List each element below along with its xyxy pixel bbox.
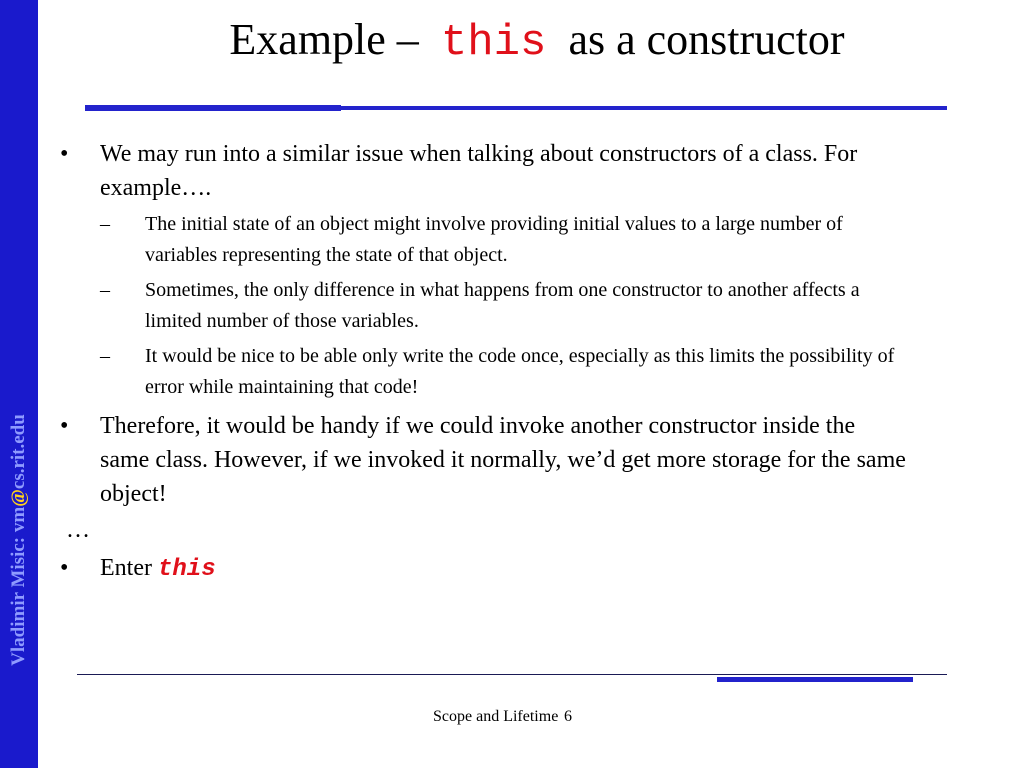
dash-marker: – — [100, 345, 110, 367]
sidebar-band — [0, 0, 38, 768]
bullet-list — [60, 137, 910, 593]
bullet-item — [60, 551, 910, 587]
dash-marker: – — [100, 213, 110, 235]
bullet-item — [60, 137, 910, 403]
dash-marker: – — [100, 279, 110, 301]
ellipsis-line: … — [66, 517, 90, 543]
bullet-text: Therefore, it would be handy if we could invoke another constructor inside the same class. However, if we invoked it normally, we’d get more storage for the same object! — [100, 413, 906, 507]
sub-bullet-text: Sometimes, the only difference in what happens from one constructor to another affects a limited number of those variables. — [145, 279, 860, 332]
bullet-item — [60, 409, 910, 511]
bullet-marker: • — [60, 141, 69, 167]
title-rule-thin — [341, 106, 947, 110]
title-code: this — [440, 18, 547, 68]
at-sign: @ — [8, 489, 29, 507]
bullet-marker: • — [60, 413, 69, 439]
page-number: 6 — [564, 708, 572, 725]
sub-bullet-text: It would be nice to be able only write the code once, especially as this limits the possibility of error while maintaining that code! — [145, 345, 895, 398]
title-prefix: Example – — [229, 15, 419, 64]
footer-rule-thick — [717, 677, 913, 682]
sub-bullet-item — [100, 275, 910, 337]
bullet-text: Enter — [100, 555, 152, 581]
sub-bullet-text: The initial state of an object might involve providing initial values to a large number of variables representing the state of that object. — [145, 213, 843, 266]
bullet-marker: • — [60, 555, 69, 581]
author-name: Vladimir Misic: vm — [8, 506, 29, 666]
author-email — [8, 414, 30, 666]
bullet-text: We may run into a similar issue when talking about constructors of a class. For example…. — [100, 141, 858, 201]
title-rule-thick — [85, 105, 341, 111]
keyword-this: this — [157, 556, 216, 583]
footer-rule-thin — [77, 674, 947, 675]
slide-title — [0, 14, 1024, 69]
author-domain: cs.rit.edu — [8, 414, 29, 490]
sub-bullet-item — [100, 341, 910, 403]
footer-title: Scope and Lifetime — [433, 708, 559, 725]
sub-bullet-item — [100, 209, 910, 271]
sub-bullet-list — [100, 209, 910, 403]
title-suffix: as a constructor — [568, 15, 845, 64]
